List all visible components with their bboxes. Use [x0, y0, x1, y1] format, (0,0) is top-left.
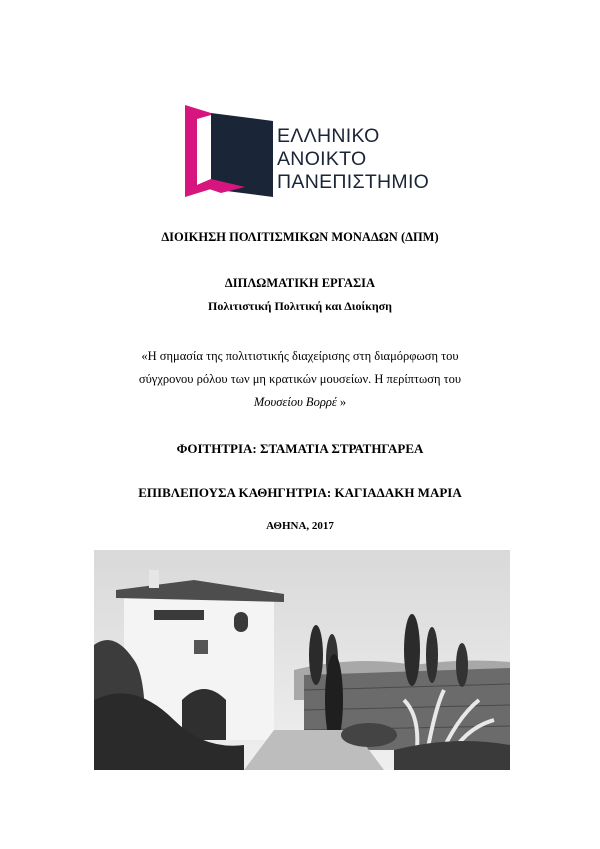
logo-line-3: ΠΑΝΕΠΙΣΤΗΜΙΟ — [277, 171, 430, 193]
logo-line-1: ΕΛΛΗΝΙΚΟ — [277, 125, 380, 147]
program-name: Πολιτιστική Πολιτική και Διοίκηση — [208, 299, 392, 313]
thesis-title-line-2: σύγχρονου ρόλου των μη κρατικών μουσείων. Η περίπτωση του — [138, 372, 462, 386]
museum-name: Μουσείου Βορρέ — [253, 395, 337, 409]
museum-photo-image — [94, 550, 510, 770]
supervisor-name: ΕΠΙΒΛΕΠΟΥΣΑ ΚΑΘΗΓΗΤΡΙΑ: ΚΑΓΙΑΔΑΚΗ ΜΑΡΙΑ — [138, 485, 462, 500]
student-name: ΦΟΙΤΗΤΡΙΑ: ΣΤΑΜΑΤΙΑ ΣΤΡΑΤΗΓΑΡΕΑ — [176, 441, 424, 456]
logo-line-2: ΑΝΟΙΚΤΟ — [277, 148, 367, 170]
title-closing-quote: » — [336, 395, 347, 409]
department-heading: ΔΙΟΙΚΗΣΗ ΠΟΛΙΤΙΣΜΙΚΩΝ ΜΟΝΑΔΩΝ (ΔΠΜ) — [161, 230, 439, 244]
thesis-title-line-3 — [100, 391, 500, 414]
thesis-type-heading: ΔΙΠΛΩΜΑΤΙΚΗ ΕΡΓΑΣΙΑ — [224, 276, 376, 290]
museum-photo — [94, 550, 510, 770]
logo-text — [277, 125, 429, 194]
place-date: ΑΘΗΝΑ, 2017 — [266, 520, 334, 532]
logo-mark-icon — [185, 105, 273, 197]
university-logo — [185, 105, 430, 197]
thesis-title-line-1: «Η σημασία της πολιτιστικής διαχείρισης στη διαμόρφωση του — [141, 349, 459, 363]
